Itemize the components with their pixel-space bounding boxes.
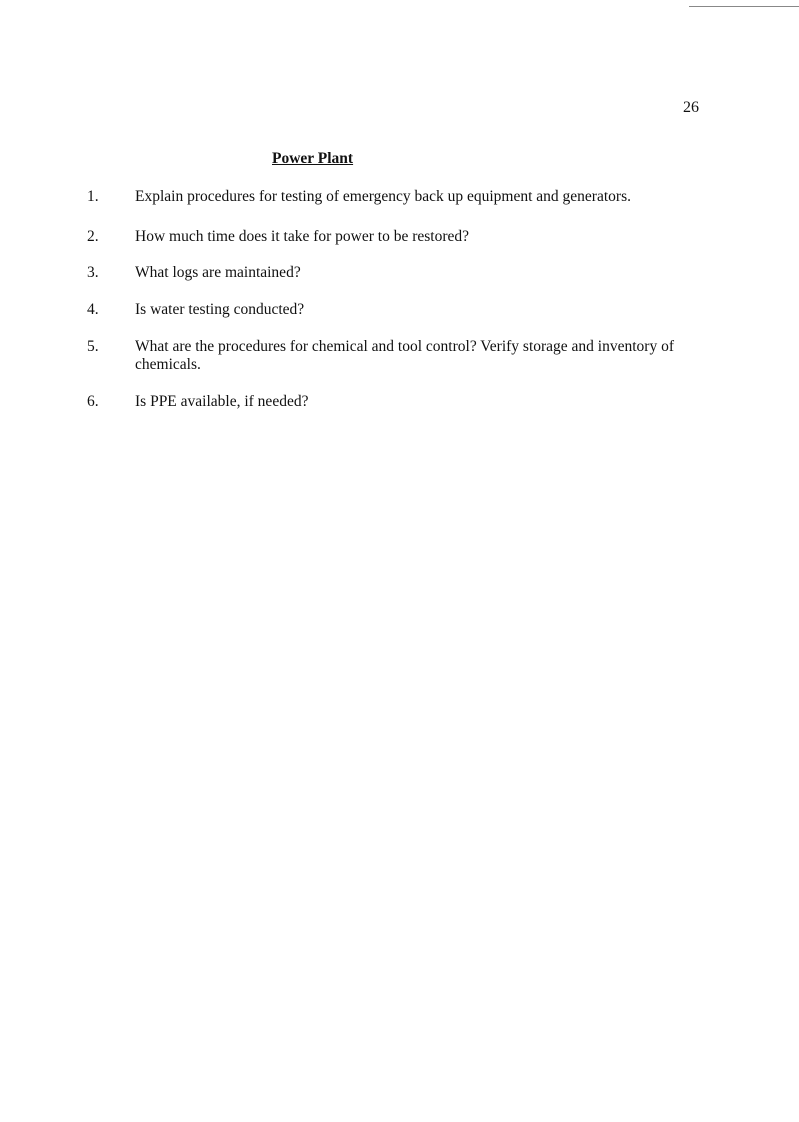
item-text: What are the procedures for chemical and tool control? Verify storage and inventory of chemicals. [135,338,674,373]
item-text: Is PPE available, if needed? [135,393,309,410]
scan-edge-line [689,6,799,7]
item-number: 5. [87,338,99,355]
item-number: 1. [87,188,99,205]
item-text: Explain procedures for testing of emergency back up equipment and generators. [135,188,631,205]
section-title: Power Plant [272,150,354,167]
item-number: 3. [87,264,99,281]
item-number: 4. [87,301,99,318]
item-text: How much time does it take for power to be restored? [135,228,470,245]
item-text: Is water testing conducted? [135,301,305,318]
page-number: 26 [683,99,699,116]
item-number: 6. [87,393,99,410]
item-text: What logs are maintained? [135,264,301,281]
item-number: 2. [87,228,99,245]
